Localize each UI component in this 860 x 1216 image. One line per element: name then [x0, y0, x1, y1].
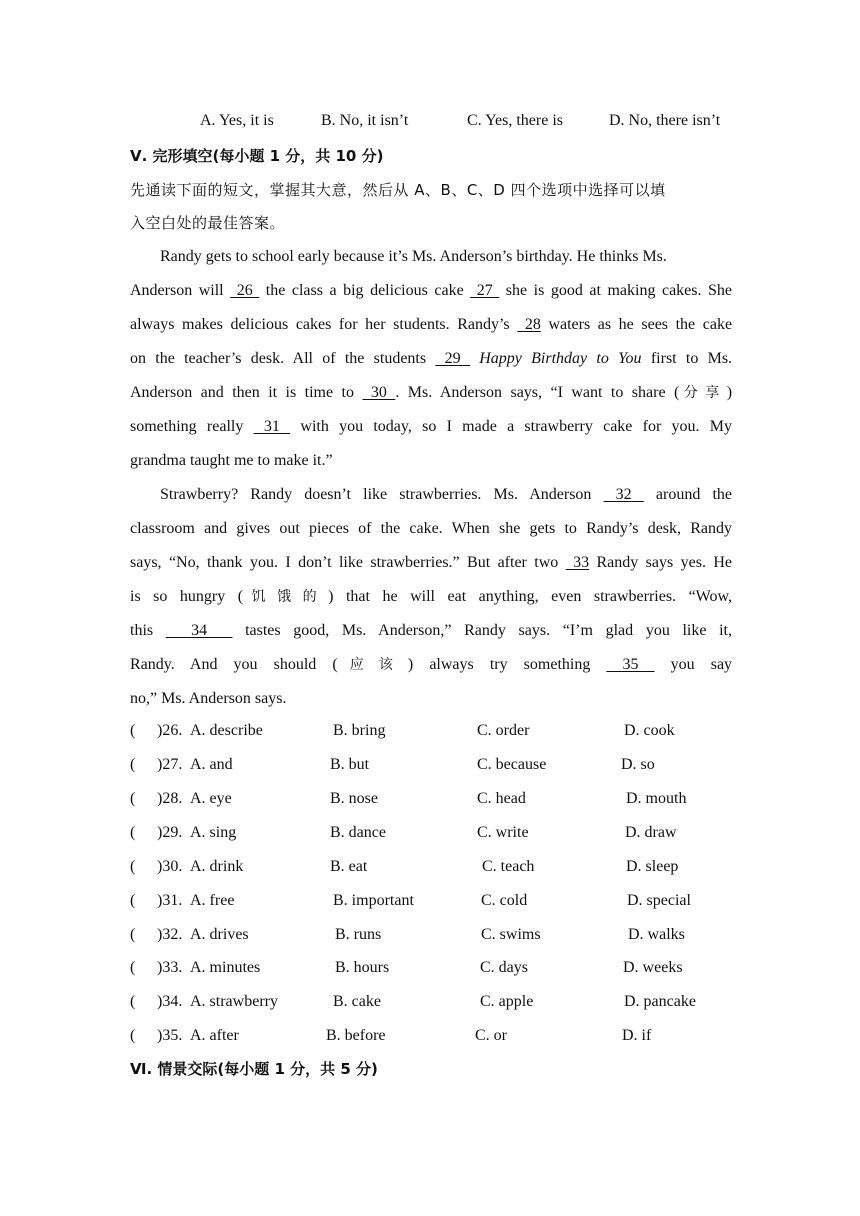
answer-paren: ( — [130, 993, 136, 1010]
question-number: )29. — [157, 824, 183, 841]
question-number: )35. — [157, 1027, 183, 1044]
blank-35: 35 — [606, 656, 655, 673]
option-d: D. weeks — [623, 959, 683, 976]
passage-line-1: Randy gets to school early because it’s Ms. Anderson’s birthday. He thinks Ms. — [160, 248, 667, 265]
section-5-instruction-line-2: 入空白处的最佳答案。 — [130, 214, 286, 232]
prev-option-a: A. Yes, it is — [200, 112, 274, 129]
question-number: )30. — [157, 858, 183, 875]
option-a: A. drink — [190, 858, 244, 875]
section-5-instruction-line-1: 先通读下面的短文，掌握其大意，然后从 A、B、C、D 四个选项中选择可以填 — [130, 181, 666, 199]
option-b: B. dance — [330, 824, 386, 841]
passage-line-11: is so hungry (饥饿的) that he will eat anything, even strawberries. “Wow, — [130, 588, 733, 605]
option-a: A. eye — [190, 790, 232, 807]
blank-34: 34 — [165, 622, 233, 639]
question-number: )32. — [157, 926, 183, 943]
passage-line-10: says, “No, thank you. I don’t like strawberries.” But after two 33 Randy says yes. He — [130, 554, 733, 571]
option-c: C. days — [480, 959, 528, 976]
option-a: A. describe — [190, 722, 263, 739]
option-d: D. pancake — [624, 993, 696, 1010]
option-a: A. sing — [190, 824, 237, 841]
option-c: C. or — [475, 1027, 507, 1044]
option-b: B. runs — [335, 926, 382, 943]
option-a: A. strawberry — [190, 993, 278, 1010]
option-c: C. write — [477, 824, 529, 841]
answer-paren: ( — [130, 926, 136, 943]
option-a: A. drives — [190, 926, 249, 943]
passage-line-14: no,” Ms. Anderson says. — [130, 690, 287, 707]
option-c: C. order — [477, 722, 530, 739]
option-c: C. head — [477, 790, 526, 807]
blank-33: 33 — [565, 554, 590, 571]
blank-26: 26 — [230, 282, 260, 299]
question-number: )26. — [157, 722, 183, 739]
passage-line-5: Anderson and then it is time to 30 . Ms. Anderson says, “I want to share (分享) — [130, 384, 733, 401]
passage-line-4: on the teacher’s desk. All of the students 29 Happy Birthday to You first to Ms. — [130, 350, 733, 367]
option-b: B. but — [330, 756, 370, 773]
answer-paren: ( — [130, 1027, 136, 1044]
passage-line-2: Anderson will 26 the class a big delicious cake 27 she is good at making cakes. She — [130, 282, 733, 299]
blank-27: 27 — [470, 282, 500, 299]
option-c: C. swims — [481, 926, 541, 943]
passage-line-12: this 34 tastes good, Ms. Anderson,” Randy says. “I’m glad you like it, — [130, 622, 733, 639]
question-number: )34. — [157, 993, 183, 1010]
answer-paren: ( — [130, 959, 136, 976]
option-d: D. walks — [628, 926, 685, 943]
option-c: C. cold — [481, 892, 528, 909]
section-6-title: Ⅵ. 情景交际(每小题 1 分，共 5 分) — [130, 1060, 378, 1078]
passage-line-3: always makes delicious cakes for her students. Randy’s 28 waters as he sees the cake — [130, 316, 733, 333]
option-a: A. after — [190, 1027, 239, 1044]
answer-paren: ( — [130, 722, 136, 739]
blank-29: 29 — [435, 350, 470, 367]
option-b: B. hours — [335, 959, 390, 976]
blank-31: 31 — [253, 418, 291, 435]
passage-line-7: grandma taught me to make it.” — [130, 452, 333, 469]
prev-option-b: B. No, it isn’t — [321, 112, 409, 129]
passage-line-8: Strawberry? Randy doesn’t like strawberries. Ms. Anderson 32 around the — [160, 486, 733, 503]
option-b: B. before — [326, 1027, 386, 1044]
option-c: C. apple — [480, 993, 534, 1010]
option-c: C. because — [477, 756, 547, 773]
option-b: B. nose — [330, 790, 378, 807]
question-number: )28. — [157, 790, 183, 807]
option-d: D. sleep — [626, 858, 679, 875]
prev-option-d: D. No, there isn’t — [609, 112, 721, 129]
answer-paren: ( — [130, 790, 136, 807]
option-b: B. bring — [333, 722, 386, 739]
option-d: D. draw — [625, 824, 677, 841]
option-b: B. eat — [330, 858, 368, 875]
answer-paren: ( — [130, 858, 136, 875]
option-d: D. if — [622, 1027, 652, 1044]
option-b: B. cake — [333, 993, 381, 1010]
question-number: )27. — [157, 756, 183, 773]
option-d: D. mouth — [626, 790, 687, 807]
answer-paren: ( — [130, 892, 136, 909]
question-number: )33. — [157, 959, 183, 976]
question-number: )31. — [157, 892, 183, 909]
passage-line-6: something really 31 with you today, so I made a strawberry cake for you. My — [130, 418, 733, 435]
option-d: D. cook — [624, 722, 675, 739]
answer-paren: ( — [130, 756, 136, 773]
answer-paren: ( — [130, 824, 136, 841]
option-a: A. minutes — [190, 959, 261, 976]
section-5-title: Ⅴ. 完形填空(每小题 1 分，共 10 分) — [130, 147, 384, 165]
blank-32: 32 — [603, 486, 644, 503]
prev-option-c: C. Yes, there is — [467, 112, 564, 129]
blank-28: 28 — [517, 316, 541, 333]
option-d: D. special — [627, 892, 691, 909]
option-b: B. important — [333, 892, 414, 909]
option-a: A. and — [190, 756, 233, 773]
passage-line-9: classroom and gives out pieces of the cake. When she gets to Randy’s desk, Randy — [130, 520, 732, 537]
passage-line-13: Randy. And you should (应该) always try something 35 you say — [130, 656, 733, 673]
option-c: C. teach — [482, 858, 535, 875]
option-a: A. free — [190, 892, 235, 909]
option-d: D. so — [621, 756, 655, 773]
blank-30: 30 — [362, 384, 396, 401]
